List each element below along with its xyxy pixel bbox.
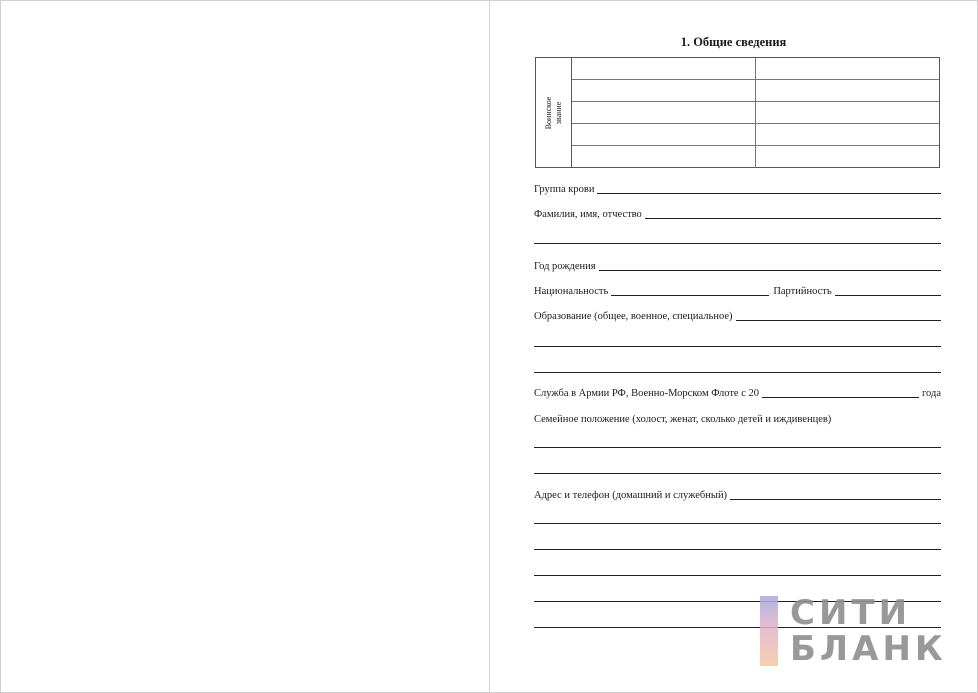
full-name-field (534, 205, 941, 221)
rank-row (572, 58, 939, 80)
rank-row (572, 146, 939, 168)
family-status-line[interactable] (534, 473, 941, 474)
rank-cell[interactable] (572, 58, 756, 79)
birth-year-field (534, 257, 941, 273)
address-extra-line[interactable] (534, 549, 941, 550)
service-suffix: года (922, 388, 941, 399)
logo-text-line1: СИТИ (790, 593, 912, 633)
service-label: Служба в Армии РФ, Военно-Морском Флоте с 20 (534, 388, 760, 399)
rank-row (572, 124, 939, 146)
party-label: Партийность (773, 286, 832, 297)
military-rank-table (535, 57, 940, 168)
rank-cell[interactable] (756, 102, 939, 123)
rank-row (572, 80, 939, 102)
rank-cell[interactable] (756, 124, 939, 145)
family-status-field (534, 410, 941, 426)
education-field (534, 307, 941, 323)
family-status-line[interactable] (534, 447, 941, 448)
rank-cell[interactable] (572, 102, 756, 123)
address-phone-input-line[interactable] (730, 499, 941, 500)
rank-row (572, 102, 939, 124)
nationality-label: Национальность (534, 286, 609, 297)
full-name-extra-line[interactable] (534, 243, 941, 244)
full-name-input-line[interactable] (645, 218, 941, 219)
service-field (534, 384, 941, 400)
rank-cell[interactable] (572, 146, 756, 168)
rank-header-label: Воинское звание (543, 96, 563, 129)
education-label: Образование (общее, военное, специальное) (534, 311, 733, 322)
nationality-party-field (534, 282, 941, 298)
party-input-line[interactable] (835, 295, 941, 296)
education-extra-line[interactable] (534, 372, 941, 373)
rank-table-grid (572, 58, 939, 167)
service-input-line[interactable] (762, 397, 919, 398)
logo-gradient-bar (760, 596, 778, 666)
blood-group-label: Группа крови (534, 184, 595, 195)
section-title: 1. Общие сведения (680, 35, 787, 49)
blood-group-field (534, 180, 941, 196)
rank-cell[interactable] (756, 80, 939, 101)
rank-table-header (536, 58, 572, 167)
logo-text-line2: БЛАНК (790, 629, 947, 669)
address-extra-line[interactable] (534, 575, 941, 576)
address-phone-field (534, 486, 941, 502)
left-page-blank (1, 1, 489, 692)
birth-year-label: Год рождения (534, 261, 596, 272)
rank-cell[interactable] (572, 124, 756, 145)
nationality-input-line[interactable] (611, 295, 769, 296)
rank-cell[interactable] (756, 58, 939, 79)
education-extra-line[interactable] (534, 346, 941, 347)
citiblank-logo (760, 593, 960, 669)
address-phone-label: Адрес и телефон (домашний и служебный) (534, 490, 728, 501)
rank-cell[interactable] (572, 80, 756, 101)
address-extra-line[interactable] (534, 523, 941, 524)
family-status-label: Семейное положение (холост, женат, сколько детей и иждивенцев) (534, 414, 832, 425)
rank-cell[interactable] (756, 146, 939, 168)
full-name-label: Фамилия, имя, отчество (534, 209, 642, 220)
education-input-line[interactable] (736, 320, 942, 321)
blood-group-input-line[interactable] (597, 193, 941, 194)
birth-year-input-line[interactable] (599, 270, 941, 271)
